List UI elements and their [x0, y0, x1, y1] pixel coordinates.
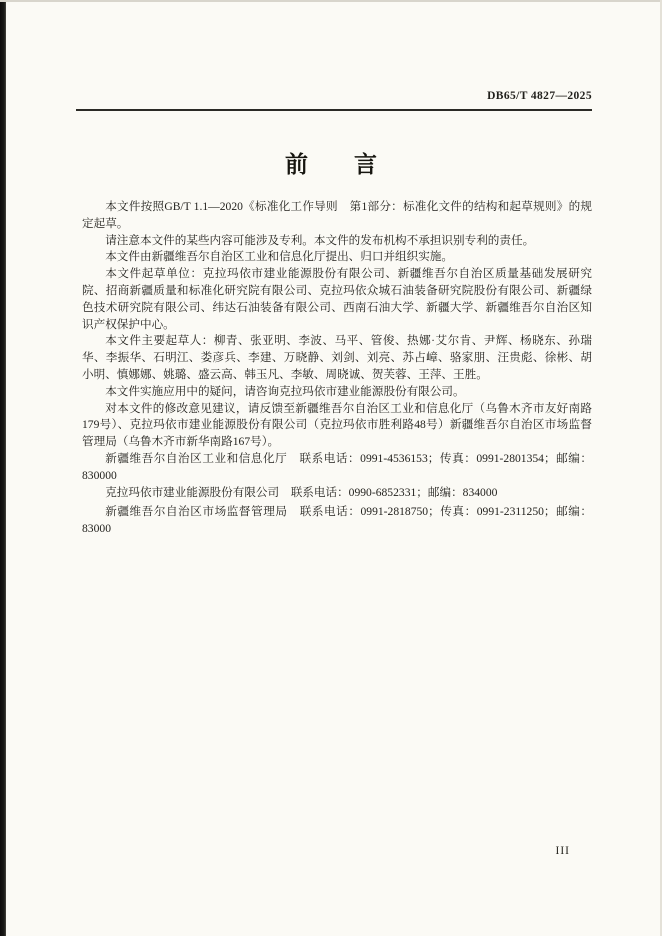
- paragraph-drafters: 本文件主要起草人：柳青、张亚明、李波、马平、管俊、热娜·艾尔肯、尹辉、杨晓东、孙瑞华、李振华、石明江、娄彦兵、李建、万晓静、刘剑、刘亮、苏占嶂、骆家朋、汪贵彪、徐彬、胡小明、慎娜娜、姚璐、盛云高、韩玉凡、李敏、周晓诚、贺芙蓉、王萍、王胜。: [82, 334, 592, 381]
- paragraph-contact-1: 新疆维吾尔自治区工业和信息化厅 联系电话：0991-4536153；传真：0991-2801354；邮编：830000: [82, 451, 592, 482]
- foreword-body: [82, 199, 592, 538]
- paragraph-contact-3: 新疆维吾尔自治区市场监督管理局 联系电话：0991-2818750；传真：0991-2311250；邮编：83000: [82, 505, 592, 536]
- paragraph-inquiry: 本文件实施应用中的疑问，请咨询克拉玛依市建业能源股份有限公司。: [105, 384, 465, 398]
- paragraph-contact-2: 克拉玛依市建业能源股份有限公司 联系电话：0990-6852331；邮编：834000: [105, 485, 498, 499]
- header-rule: [76, 109, 592, 111]
- paragraph-proposed-by: 本文件由新疆维吾尔自治区工业和信息化厅提出、归口并组织实施。: [105, 250, 454, 264]
- page-number: III: [555, 845, 570, 857]
- paragraph-basis: 本文件按照GB/T 1.1—2020《标准化工作导则 第1部分：标准化文件的结构和起草规则》的规定起草。: [82, 200, 592, 230]
- page-title: 前 言: [285, 152, 377, 177]
- scan-edge-left: [0, 0, 6, 936]
- paragraph-drafting-orgs: 本文件起草单位：克拉玛依市建业能源股份有限公司、新疆维吾尔自治区质量基础发展研究院、招商新疆质量和标准化研究院有限公司、克拉玛依众城石油装备研究院股份有限公司、新疆绿色技术研究院有限公司、纬达石油装备有限公司、西南石油大学、新疆大学、新疆维吾尔自治区知识产权保护中心。: [82, 267, 592, 331]
- paragraph-feedback: 对本文件的修改意见建议，请反馈至新疆维吾尔自治区工业和信息化厅（乌鲁木齐市友好南路179号）、克拉玛依市建业能源股份有限公司（克拉玛依市胜利路48号）新疆维吾尔自治区市场监督管理局（乌鲁木齐市新华南路167号）。: [82, 401, 592, 449]
- scan-edge-top: [0, 0, 662, 2]
- paragraph-patent-note: 请注意本文件的某些内容可能涉及专利。本文件的发布机构不承担识别专利的责任。: [105, 233, 535, 247]
- doc-number: DB65/T 4827—2025: [487, 90, 592, 102]
